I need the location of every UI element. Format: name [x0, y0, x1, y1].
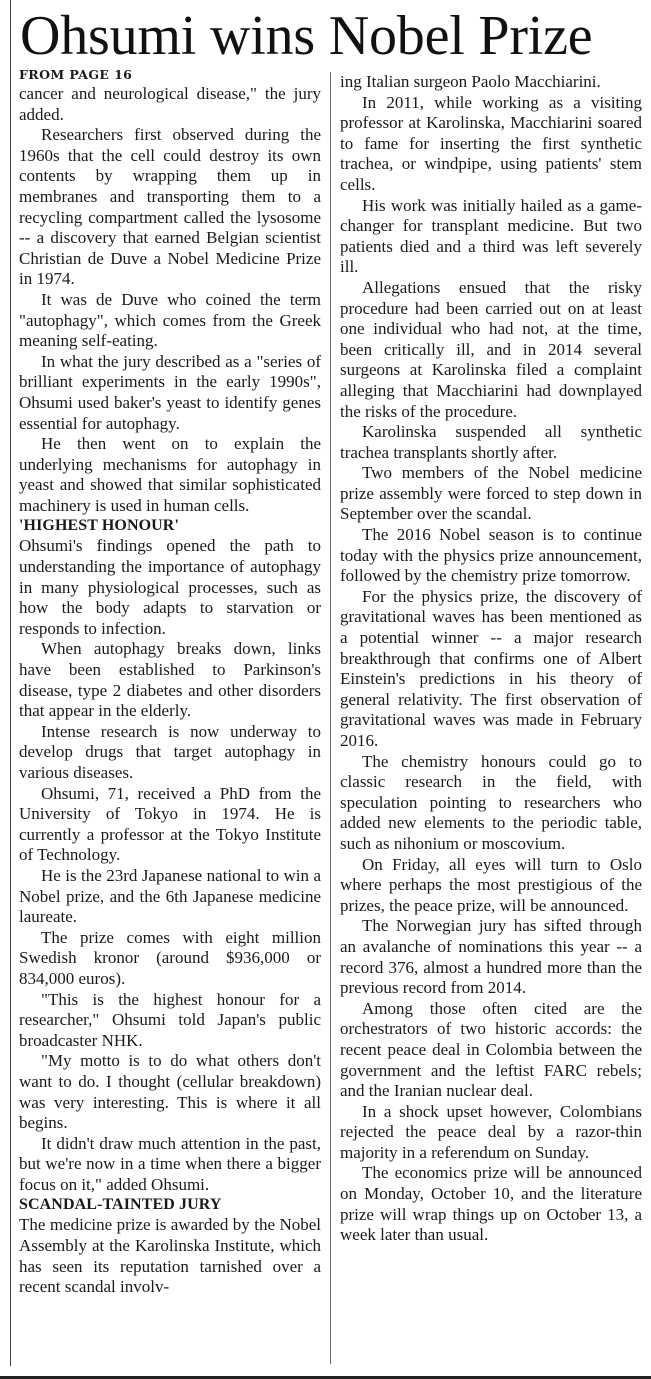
jump-label: FROM PAGE 16	[19, 67, 133, 82]
column-divider	[330, 72, 331, 1364]
article-paragraph: In 2011, while working as a visiting professor at Karolinska, Macchiarini soared to fame for inserting the first synthetic trachea, or windpipe, using patients' stem cells.	[340, 92, 642, 194]
article-paragraph: Researchers first observed during the 1960s that the cell could destroy its own contents by wrapping them up in membranes and transporting them to a recycling compartment called the lysosome -- a discovery that earned Belgian scientist Christian de Duve a Nobel Medicine Prize in 1974.	[19, 125, 321, 289]
article-paragraph: He then went on to explain the underlying mechanisms for autophagy in yeast and showed that similar sophisticated machinery is used in human cells.	[19, 434, 321, 515]
article-paragraph: The medicine prize is awarded by the Nobel Assembly at the Karolinska Institute, which has seen its reputation tarnished over a recent scandal involv-	[19, 1215, 321, 1297]
section-subhead: 'HIGHEST HONOUR'	[19, 517, 180, 535]
article-paragraph: The Norwegian jury has sifted through an avalanche of nominations this year -- a record 376, almost a hundred more than the previous record from 2014.	[340, 916, 642, 998]
article-paragraph: Allegations ensued that the risky procedure had been carried out on at least one individual who had not, at the time, been critically ill, and in 2014 several surgeons at Karolinska filed a complaint alleging that Macchiarini had downplayed the risks of the procedure.	[340, 277, 642, 421]
article-paragraph: The chemistry honours could go to classic research in the field, with speculation pointing to researchers who added new elements to the periodic table, such as nihonium or moscovium.	[340, 751, 642, 853]
article-paragraph: He is the 23rd Japanese national to win a Nobel prize, and the 6th Japanese medicine laureate.	[19, 865, 321, 927]
headline: Ohsumi wins Nobel Prize	[20, 5, 593, 67]
article-paragraph: The economics prize will be announced on Monday, October 10, and the literature prize will wrap things up on October 13, a week later than usual.	[340, 1163, 642, 1245]
article-paragraph: For the physics prize, the discovery of gravitational waves has been mentioned as a potential winner -- a major research breakthrough that confirms one of Albert Einstein's predictions in his theory of general relativity. The first observation of gravitational waves was made in February 2016.	[340, 586, 642, 750]
left-border-rule	[10, 0, 11, 1366]
article-paragraph: On Friday, all eyes will turn to Oslo where perhaps the most prestigious of the prizes, the peace prize, will be announced.	[340, 854, 642, 915]
section-subhead: SCANDAL-TAINTED JURY	[19, 1196, 222, 1214]
article-paragraph: Among those often cited are the orchestrators of two historic accords: the recent peace deal in Colombia between the government and the leftist FARC rebels; and the Iranian nuclear deal.	[340, 998, 642, 1101]
article-paragraph: The prize comes with eight million Swedish kronor (around $936,000 or 834,000 euros).	[19, 927, 321, 988]
article-paragraph: Karolinska suspended all synthetic trachea transplants shortly after.	[340, 422, 642, 462]
article-paragraph: cancer and neurological disease," the jury added.	[19, 84, 321, 124]
article-paragraph: In a shock upset however, Colombians rejected the peace deal by a razor-thin majority in a referendum on Sunday.	[340, 1101, 642, 1162]
right-column-body	[340, 72, 642, 1246]
article-paragraph: His work was initially hailed as a game-changer for transplant medicine. But two patients died and a third was left severely ill.	[340, 195, 642, 277]
article-paragraph: Ohsumi, 71, received a PhD from the University of Tokyo in 1974. He is currently a professor at the Tokyo Institute of Technology.	[19, 783, 321, 865]
left-column-body	[19, 84, 321, 1298]
article-paragraph: The 2016 Nobel season is to continue today with the physics prize announcement, followed by the chemistry prize tomorrow.	[340, 525, 642, 586]
article-paragraph: When autophagy breaks down, links have been established to Parkinson's disease, type 2 diabetes and other disorders that appear in the elderly.	[19, 639, 321, 721]
article-paragraph: It was de Duve who coined the term "autophagy", which comes from the Greek meaning self-eating.	[19, 289, 321, 351]
article-paragraph: Two members of the Nobel medicine prize assembly were forced to step down in September over the scandal.	[340, 463, 642, 524]
left-column	[19, 66, 321, 1298]
article-paragraph: In what the jury described as a "series of brilliant experiments in the early 1990s", Ohsumi used baker's yeast to identify genes essential for autophagy.	[19, 351, 321, 433]
article-paragraph: "This is the highest honour for a researcher," Ohsumi told Japan's public broadcaster NHK.	[19, 989, 321, 1050]
article-paragraph: "My motto is to do what others don't want to do. I thought (cellular breakdown) was very interesting. This is where it all begins.	[19, 1051, 321, 1133]
article-paragraph: It didn't draw much attention in the past, but we're now in a time when there a bigger focus on it," added Ohsumi.	[19, 1133, 321, 1194]
right-column	[340, 72, 642, 1246]
article-paragraph: ing Italian surgeon Paolo Macchiarini.	[340, 72, 601, 91]
article-paragraph: Ohsumi's findings opened the path to understanding the importance of autophagy in many physiological processes, such as how the body adapts to starvation or responds to infection.	[19, 536, 321, 638]
article-paragraph: Intense research is now underway to develop drugs that target autophagy in various diseases.	[19, 721, 321, 782]
